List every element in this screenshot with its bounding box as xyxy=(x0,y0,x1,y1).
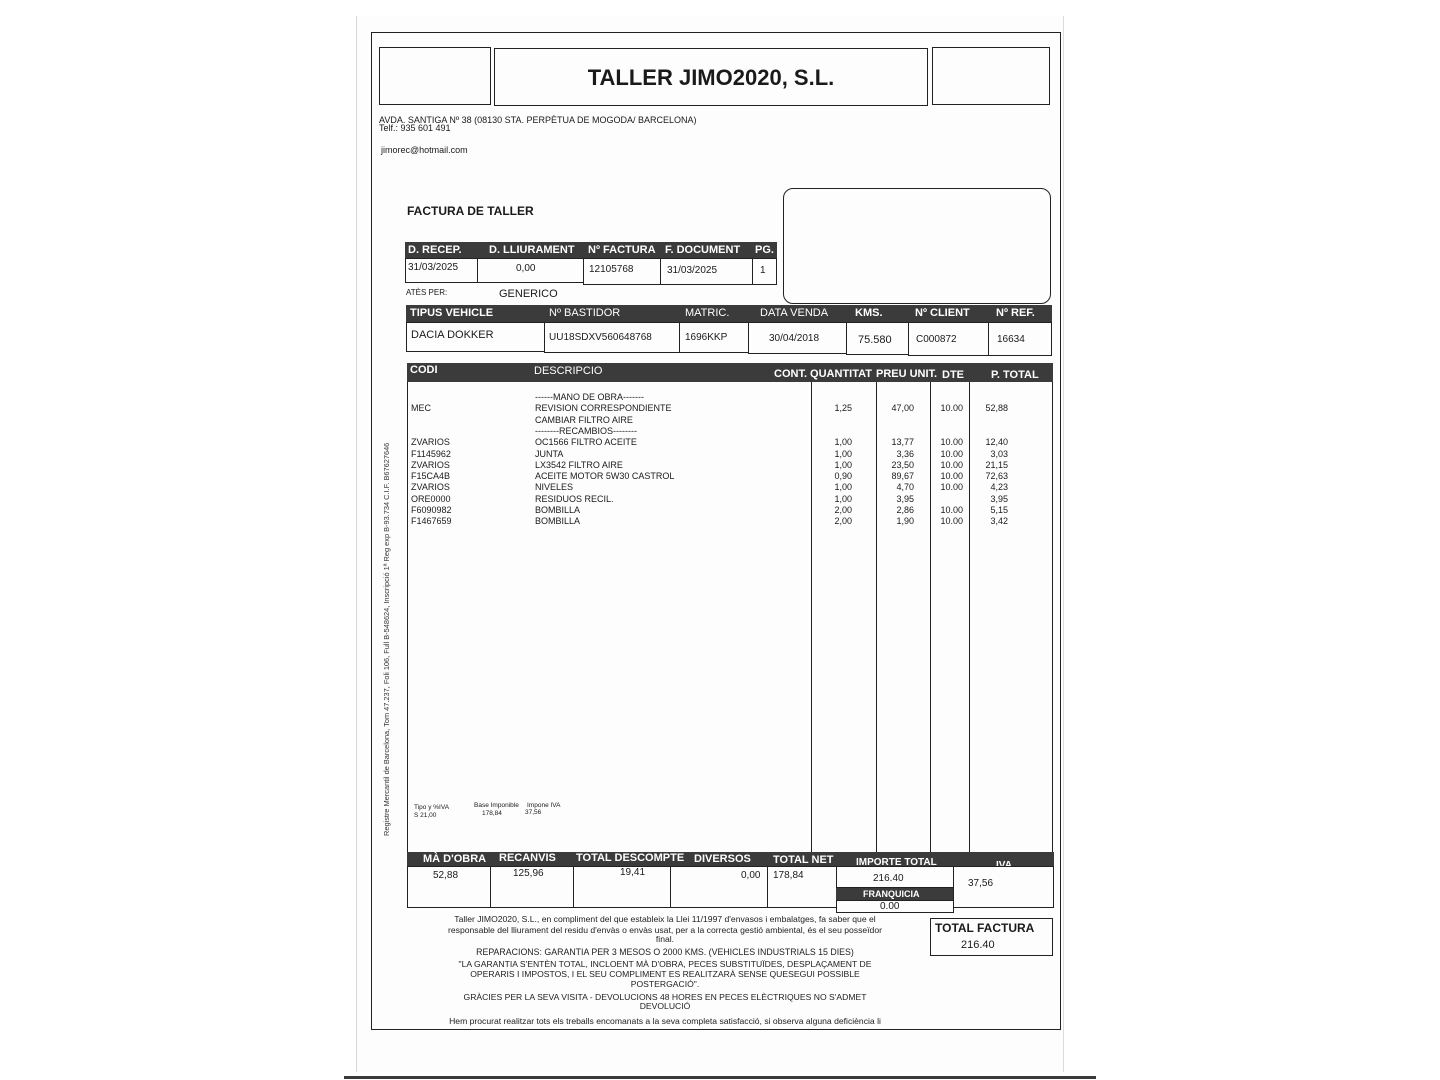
label-recep-date: D. RECEP. xyxy=(408,244,462,256)
client-number-cell: C000872 xyxy=(908,322,989,356)
label-franchise: FRANQUICIA xyxy=(863,889,920,899)
line-code: ORE0000 xyxy=(411,493,451,504)
delivery-date-cell: 0,00 xyxy=(477,258,584,283)
invoice-header-bar xyxy=(405,242,777,258)
company-address: AVDA. SANTIGA Nº 38 (08130 STA. PERPÈTUA DE MOGODA/ BARCELONA) xyxy=(379,115,697,125)
scan-edge xyxy=(344,1076,1096,1079)
vehicle-type-cell: DACIA DOKKER xyxy=(406,322,545,352)
line-qty: 2,00 xyxy=(834,516,852,527)
line-code: ZVARIOS xyxy=(411,459,450,470)
line-desc: ACEITE MOTOR 5W30 CASTROL xyxy=(535,471,675,482)
totals-header-bar xyxy=(407,852,1054,871)
line-qty: 1,00 xyxy=(834,448,852,459)
label-grand-total: IMPORTE TOTAL xyxy=(856,857,937,868)
line-qty: 1,00 xyxy=(834,482,852,493)
vat-total-cell: 37,56 xyxy=(953,866,1054,908)
invoice-number-cell: 12105768 xyxy=(583,258,661,285)
line-qty: 0,90 xyxy=(834,471,852,482)
line-total: 72,63 xyxy=(985,471,1008,482)
label-code: CODI xyxy=(410,364,438,376)
vat-label-amount: Impone IVA xyxy=(527,802,561,809)
line-desc: LX3542 FILTRO AIRE xyxy=(535,459,623,470)
label-labour: MÀ D'OBRA xyxy=(423,853,487,865)
chassis-cell: UU18SDXV560648768 xyxy=(544,322,680,353)
line-desc: --------RECAMBIOS-------- xyxy=(535,425,637,436)
label-total-net: TOTAL NET xyxy=(773,854,834,866)
label-line-total: P. TOTAL xyxy=(991,369,1039,381)
line-desc: RESIDUOS RECIL. xyxy=(535,493,614,504)
thanks-line-1: GRÀCIES PER LA SEVA VISITA - DEVOLUCIONS 48 HORES EN PECES ELÈCTRIQUES NO S'ADMET xyxy=(463,992,867,1002)
line-qty: 1,00 xyxy=(834,437,852,448)
line-qty: 2,00 xyxy=(834,505,852,515)
label-chassis: Nº BASTIDOR xyxy=(549,307,621,319)
footer-last-line: Hem procurat realitzar tots els treballs encomanats a la seva completa satisfacció, si observa alguna deficiència li xyxy=(449,1016,881,1026)
label-sale-date: DATA VENDA xyxy=(760,307,829,319)
document-title: FACTURA DE TALLER xyxy=(407,204,534,218)
label-discount: DTE xyxy=(942,369,964,381)
label-quantity: CONT. QUANTITAT xyxy=(774,368,872,380)
warranty-line-3: OPERARIS I IMPOSTOS, I EL SEU COMPLIMENT ES REALITZARÀ SENSE QUESEGUI POSSIBLE xyxy=(470,969,860,979)
footer-line-3: final. xyxy=(655,934,675,944)
label-document-date: F. DOCUMENT xyxy=(665,244,741,256)
line-total: 5,15 xyxy=(990,505,1008,515)
line-code: F15CA4B xyxy=(411,471,451,482)
line-total: 52,88 xyxy=(985,403,1008,414)
line-price: 23,50 xyxy=(891,459,914,470)
vat-value-base: 178,84 xyxy=(482,810,502,817)
line-desc: BOMBILLA xyxy=(535,516,581,527)
company-phone: Telf.: 935 601 491 xyxy=(379,123,451,133)
parts-total-cell: 125,96 xyxy=(490,866,574,908)
attended-value: GENERICO xyxy=(499,288,558,300)
label-parts: RECANVIS xyxy=(499,852,556,864)
line-qty: 1,25 xyxy=(834,403,852,414)
line-desc: BOMBILLA xyxy=(535,505,581,515)
line-desc: ------MANO DE OBRA------- xyxy=(535,392,644,402)
vat-value-type: S 21,00 xyxy=(414,812,437,819)
label-kms: KMS. xyxy=(855,307,883,319)
vat-label-type: Tipo y %IVA xyxy=(414,804,450,811)
line-code: F1467659 xyxy=(411,516,452,527)
warranty-line-1: REPARACIONS: GARANTIA PER 3 MESOS O 2000 KMS. (VEHICLES INDUSTRIALS 15 DIES) xyxy=(476,947,854,957)
discount-total-cell: 19,41 xyxy=(573,866,671,908)
line-price: 13,77 xyxy=(891,437,914,448)
kms-cell: 75.580 xyxy=(846,322,909,355)
line-code: F1145962 xyxy=(411,448,451,459)
line-dte: 10.00 xyxy=(940,516,963,527)
label-miscellaneous: DIVERSOS xyxy=(694,853,751,865)
attended-label: ATÈS PER: xyxy=(406,288,448,297)
line-total: 21,15 xyxy=(985,459,1008,470)
line-qty: 1,00 xyxy=(834,459,852,470)
line-dte: 10.00 xyxy=(940,505,963,515)
line-price: 1,90 xyxy=(896,516,914,527)
page-cell: 1 xyxy=(752,258,777,285)
label-invoice-total: TOTAL FACTURA xyxy=(935,921,1035,935)
client-address-box xyxy=(783,188,1051,304)
lines-header-bar xyxy=(407,363,1053,382)
registry-vertical-text: Registre Mercantil de Barcelona, Tom 47.237, Foli 106, Full B-548624, Inscripció 1ª Reg exp B-93.734 C.I.F. B67627646 xyxy=(382,442,391,836)
line-price: 47,00 xyxy=(891,403,914,414)
document-date-cell: 31/03/2025 xyxy=(660,258,753,285)
sale-date-cell: 30/04/2018 xyxy=(748,322,847,354)
vat-value-amount: 37,56 xyxy=(525,809,542,816)
line-desc: OC1566 FILTRO ACEITE xyxy=(535,437,637,448)
line-total: 3,95 xyxy=(990,493,1008,504)
label-unit-price: PREU UNIT. xyxy=(876,368,938,380)
label-total-discount: TOTAL DESCOMPTE xyxy=(576,852,685,864)
plate-cell: 1696KKP xyxy=(679,322,749,353)
grand-total-cell: 216.40 xyxy=(836,866,954,888)
label-delivery-date: D. LLIURAMENT xyxy=(489,244,575,256)
company-email: jimorec@hotmail.com xyxy=(381,145,468,155)
label-vehicle-type: TIPUS VEHICLE xyxy=(410,307,494,319)
invoice-total-box xyxy=(930,918,1053,956)
net-total-cell: 178,84 xyxy=(767,866,837,908)
line-desc: NIVELES xyxy=(535,482,574,493)
footer-line-1: Taller JIMO2020, S.L., en compliment del que estableix la Llei 11/1997 d'envasos i embalatges, fa saber que el xyxy=(454,914,876,924)
line-code: ZVARIOS xyxy=(411,437,450,448)
label-invoice-number: Nº FACTURA xyxy=(588,244,656,256)
line-price: 2,86 xyxy=(896,505,914,515)
line-total: 3,42 xyxy=(990,516,1008,527)
line-desc: JUNTA xyxy=(535,448,564,459)
label-page: PG. xyxy=(755,244,774,256)
line-code: F6090982 xyxy=(411,505,452,515)
line-code: MEC xyxy=(411,403,431,414)
line-dte: 10.00 xyxy=(940,459,963,470)
line-dte: 10.00 xyxy=(940,482,963,493)
label-client: Nº CLIENT xyxy=(915,307,970,319)
franchise-bar xyxy=(836,888,954,900)
line-dte: 10.00 xyxy=(940,471,963,482)
thanks-line-2: DEVOLUCIÓ xyxy=(639,1001,691,1011)
line-dte: 10.00 xyxy=(940,403,963,414)
miscellaneous-cell: 0,00 xyxy=(670,866,768,908)
line-code: ZVARIOS xyxy=(411,482,450,493)
line-total: 4,23 xyxy=(990,482,1008,493)
line-total: 3,03 xyxy=(990,448,1008,459)
vat-label-base: Base Imponible xyxy=(474,802,519,809)
label-vat: IVA xyxy=(996,860,1012,871)
line-total: 12,40 xyxy=(985,437,1008,448)
line-qty: 1,00 xyxy=(834,493,852,504)
warranty-line-2: "LA GARANTIA S'ENTÈN TOTAL, INCLOENT MÀ D'OBRA, PECES SUBSTITUÏDES, DESPLAÇAMENT DE xyxy=(458,959,872,969)
line-price: 89,67 xyxy=(891,471,914,482)
warranty-line-4: POSTERGACIÓ". xyxy=(630,979,700,989)
line-dte: 10.00 xyxy=(940,437,963,448)
label-description: DESCRIPCIO xyxy=(534,365,603,377)
logo-box-left xyxy=(379,47,491,105)
line-price: 3,36 xyxy=(896,448,914,459)
logo-box-right xyxy=(932,47,1050,105)
invoice-total-value: 216.40 xyxy=(961,939,995,951)
line-price: 4,70 xyxy=(896,482,914,493)
labour-total-cell: 52,88 xyxy=(407,866,491,908)
franchise-cell: 0.00 xyxy=(836,900,954,913)
vehicle-header-bar xyxy=(406,305,1052,322)
label-plate: MATRIC. xyxy=(685,307,730,319)
line-dte: 10.00 xyxy=(940,448,963,459)
line-desc: CAMBIAR FILTRO AIRE xyxy=(535,414,633,425)
label-ref: Nº REF. xyxy=(996,307,1035,319)
company-name: TALLER JIMO2020, S.L. xyxy=(587,65,835,90)
line-desc: REVISION CORRESPONDIENTE xyxy=(535,403,672,414)
line-price: 3,95 xyxy=(896,493,914,504)
company-title-box xyxy=(494,48,928,106)
ref-cell: 16634 xyxy=(988,322,1052,356)
footer-line-2: responsable del lliurament del residu d'envàs o envàs usat, per a la correcta gestió ambiental, és el seu posseïdor xyxy=(448,925,882,935)
recep-date-cell: 31/03/2025 xyxy=(405,258,478,283)
